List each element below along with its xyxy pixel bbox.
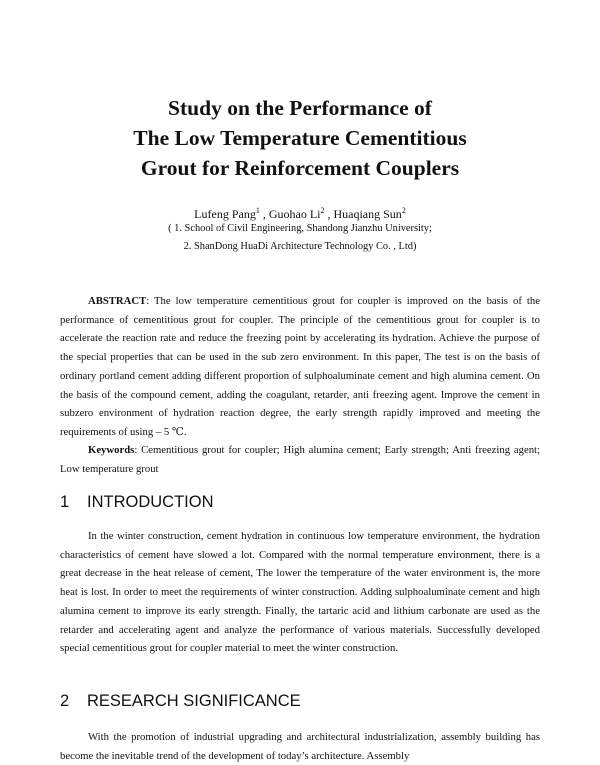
author-name: Guohao Li (268, 207, 321, 221)
title-line-2: The Low Temperature Cementitious (133, 126, 467, 150)
author-list (0, 203, 600, 222)
section-number: 2 (60, 692, 70, 710)
keywords-separator: : (134, 444, 142, 456)
author-separator: , (259, 207, 269, 221)
abstract-label: ABSTRACT (88, 295, 147, 307)
abstract-separator: : (146, 295, 155, 307)
author-separator: , (324, 207, 334, 221)
author-affiliation-mark: 2 (401, 206, 406, 215)
section-heading-research-significance (60, 691, 301, 711)
abstract (60, 292, 540, 442)
title-line-1: Study on the Performance of (168, 96, 432, 120)
section-title: RESEARCH SIGNIFICANCE (87, 692, 301, 710)
affiliation-1: ( 1. School of Civil Engineering, Shandong Jianzhu University; (168, 223, 432, 234)
section-number: 1 (60, 493, 70, 511)
research-significance-paragraph: With the promotion of industrial upgrading and architectural industrialization, assembly building has become the inevitable trend of the development of today’s architecture. Assembly (60, 731, 540, 762)
introduction-paragraph: In the winter construction, cement hydration in continuous low temperature environment, the hydration characteristics of cement have slowed a lot. Compared with the normal temperature environment, there is a great decrease in the heat release of cement, The lower the temperature of the water environment is, the more heat is lost. In order to meet the requirements of winter construction. Adding sulphoaluminate cement and high alumina cement to improve its early strength. Finally, the tartaric acid and lithium carbonate are used as the retarder and accelerating agent and analyze the performance of various materials. Successfully developed special cementitious grout for coupler material to meet the winter construction. (60, 530, 540, 655)
paper-title (0, 93, 600, 183)
keywords-text: Cementitious grout for coupler; High alumina cement; Early strength; Anti freezing agent; Low temperature grout (60, 444, 540, 475)
affiliation-2: 2. ShanDong HuaDi Architecture Technology Co. , Ltd) (183, 241, 417, 252)
keywords-label: Keywords (88, 444, 135, 456)
title-line-3: Grout for Reinforcement Couplers (140, 156, 460, 180)
author-affiliation-mark: 2 (320, 206, 325, 215)
section-title: INTRODUCTION (87, 493, 214, 511)
keywords (60, 441, 540, 478)
abstract-text: The low temperature cementitious grout for coupler is improved on the basis of the performance of cementitious grout for coupler. The principle of the cementitious grout for coupler is to accelerate the reaction rate and reduce the freezing point by accelerating its hydration. Achieve the purpose of the special properties that can be used in the sub zero environment. In this paper, The test is on the basis of ordinary portland cement adding different proportion of sulphoaluminate cement and high alumina cement. On the basis of the compound cement, adding the coagulant, retarder, anti freezing agent. Improve the cement in subzero environment of hydration reaction degree, the early strength rapidly improved and meeting the requirements of using – 5 ℃. (60, 295, 540, 438)
author-name: Lufeng Pang (194, 207, 256, 221)
author-name: Huaqiang Sun (333, 207, 402, 221)
author-affiliation-mark: 1 (255, 206, 260, 215)
section-heading-introduction (60, 492, 214, 512)
